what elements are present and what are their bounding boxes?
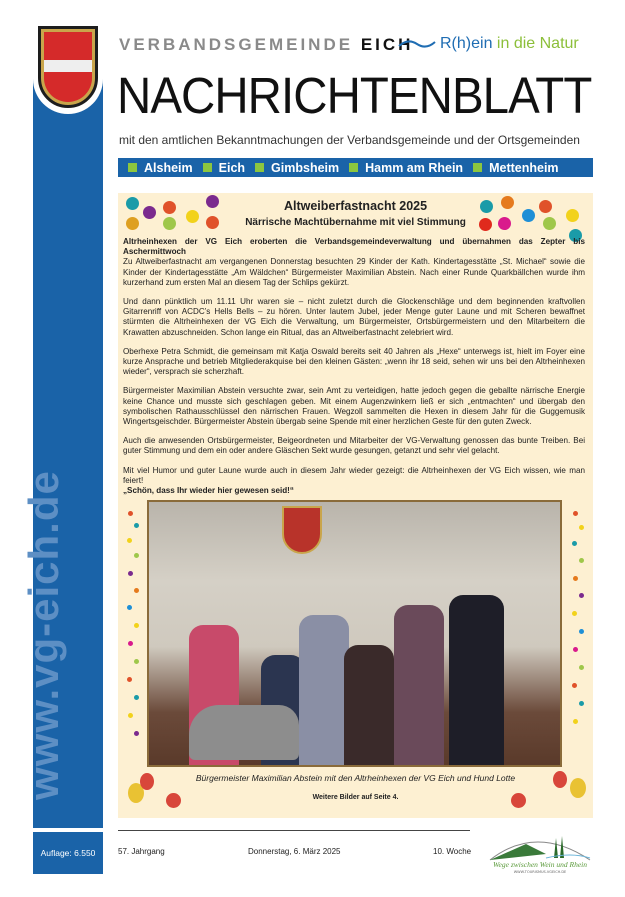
issue-week: 10. Woche bbox=[433, 847, 472, 856]
publisher-name bbox=[119, 35, 413, 55]
slogan bbox=[440, 35, 579, 53]
towns-bar bbox=[118, 158, 593, 177]
paragraph: Bürgermeister Maximilian Abstein versuchte zwar, sein Amt zu verteidigen, hatte jedoch gegen die geballte närrische Energie keine Chance und musste sich geschlagen geben. Mit einem Augenzwinkern ließ er sich „entmachten“ und übergab den symbolischen Rathausschlüssel den närrischen Frauen. Wegzoll sammelten die Hexen in diesem Jahr für die Guggemusik Wingertsgeischder. Bürgermeister Abstein übergab seine Spende mit einer herzlichen Geste für den guten Zweck. bbox=[123, 386, 585, 427]
wave-icon bbox=[398, 38, 436, 50]
auflage-box: Auflage: 6.550 bbox=[33, 832, 103, 874]
article-subtitle: Närrische Machtübernahme mit viel Stimmung bbox=[245, 217, 466, 228]
slogan-b: in die Natur bbox=[492, 35, 579, 52]
paragraph: Oberhexe Petra Schmidt, die gemeinsam mit Katja Oswald bereits seit 40 Jahren als „Hexe“ unterwegs ist, hielt im Foyer eine kurze Ansprache und betrieb Mitgliederakquise bei den kleinen Gästen: „wenn ihr 18 seid, sehen wir uns bei den Altrheinhexen wieder“, versprach sie scherzhaft. bbox=[123, 346, 585, 377]
article-lead: Altrheinhexen der VG Eich eroberten die Verbandsgemeindeverwaltung und übernahmen das Zepter bis Aschermittwoch bbox=[123, 237, 585, 257]
town-gimbsheim: Gimbsheim bbox=[255, 161, 339, 175]
footer-divider bbox=[118, 830, 470, 831]
town-hamm: Hamm am Rhein bbox=[349, 161, 463, 175]
paragraph: Auch die anwesenden Ortsbürgermeister, Beigeordneten und Mitarbeiter der VG-Verwaltung genossen das bunte Treiben. Bei guter Stimmung und dem ein oder andere Gläschen Sekt wurde gesungen, getanzt und sehr viel gelacht. bbox=[123, 436, 585, 456]
town-eich: Eich bbox=[203, 161, 245, 175]
town-alsheim: Alsheim bbox=[128, 161, 193, 175]
vineyard-icon bbox=[486, 830, 594, 862]
paragraph: Mit viel Humor und guter Laune wurde auch in diesem Jahr wieder gezeigt: die Altrheinhexen der VG Eich wissen, wie man feiert! bbox=[123, 465, 585, 485]
tourism-logo: Wege zwischen Wein und Rhein WWW.TOURISMUS.VGEICH.DE bbox=[486, 830, 594, 878]
article-body bbox=[123, 237, 585, 505]
photo-caption: Bürgermeister Maximilian Abstein mit den Altrheinhexen der VG Eich und Hund Lotte bbox=[195, 773, 516, 783]
more-pictures-note: Weitere Bilder auf Seite 4. bbox=[312, 794, 399, 801]
issue-date: Donnerstag, 6. März 2025 bbox=[248, 847, 341, 856]
paragraph: Zu Altweiberfastnacht am vergangenen Donnerstag besuchten 29 Kinder der Kath. Kindertagesstätte „St. Michael“ sowie die Kinder der Kindertagesstätte „Am Wäldchen“ Bürgermeister Maximilian Abstein. Nach einer Runde Quarkbällchen wurde ihm kurzerhand zum ersten Mal an diesem Tag der Schlips gekürzt. bbox=[123, 257, 585, 287]
vg-prefix: VERBANDSGEMEINDE bbox=[119, 35, 354, 54]
coat-of-arms-logo bbox=[38, 26, 98, 108]
vg-name: EICH bbox=[360, 35, 414, 54]
page-title: NACHRICHTENBLATT bbox=[117, 67, 592, 124]
article-closing: „Schön, dass Ihr wieder hier gewesen seid!“ bbox=[123, 486, 294, 496]
article-title: Altweiberfastnacht 2025 bbox=[283, 199, 428, 213]
town-mettenheim: Mettenheim bbox=[473, 161, 558, 175]
paragraph: Und dann pünktlich um 11.11 Uhr waren sie – nicht zuletzt durch die Glockenschläge und dem beginnenden kraftvollen Gitarrenriff von ACDC’s Hells Bells – zu hören. Unter lautem Jubel, jeder Menge guter Laune und mit Scheren bewaffnet stürmten die Altrheinhexen der VG Eich die Verwaltung, um Bürgermeister, Ortsbürgermeistern und den Mitarbeitern die Krawatten abzuschneiden. Schon lange ein Ritual, das an Altweiberfastnacht zelebriert wird. bbox=[123, 297, 585, 337]
slogan-a: R(h)ein bbox=[440, 35, 493, 52]
website-vertical[interactable]: www.vg-eich.de bbox=[20, 470, 67, 800]
article-photo bbox=[147, 500, 562, 767]
jahrgang: 57. Jahrgang bbox=[118, 847, 165, 856]
article-box bbox=[118, 193, 593, 818]
page-subtitle: mit den amtlichen Bekanntmachungen der Verbandsgemeinde und der Ortsgemeinden bbox=[119, 133, 580, 147]
